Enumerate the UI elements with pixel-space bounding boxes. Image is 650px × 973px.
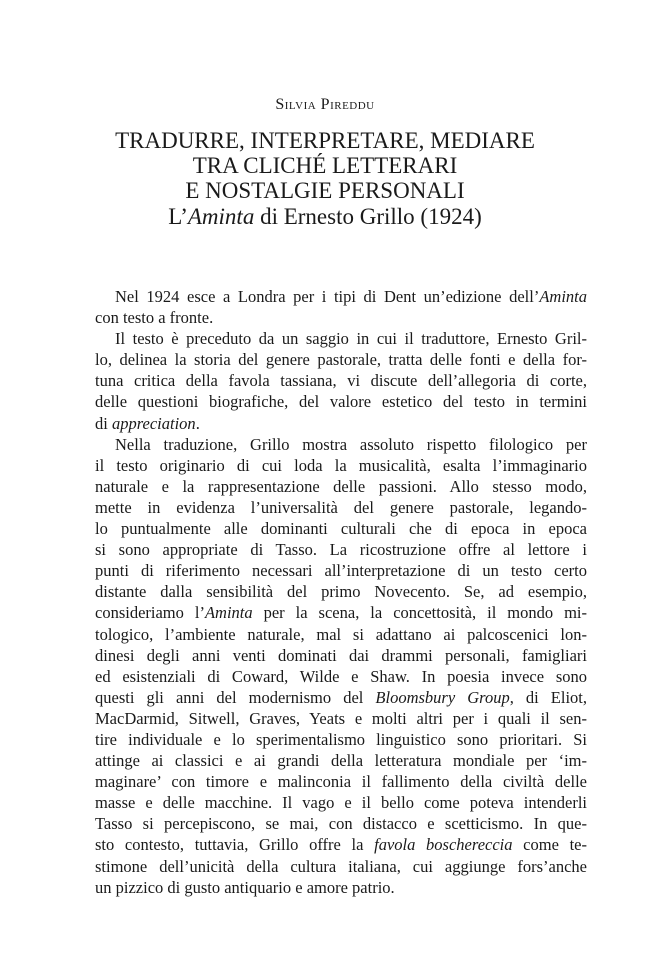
line-text — [95, 498, 587, 517]
paragraph-line — [95, 666, 587, 687]
text-run: consideriamo l’ — [95, 603, 205, 623]
line-text — [95, 477, 587, 496]
subtitle-suffix: di Ernesto Grillo (1924) — [254, 204, 482, 229]
line-text — [95, 371, 587, 390]
text-run: come te- — [512, 835, 587, 855]
title-line-3: E NOSTALGIE PERSONALI — [185, 178, 465, 203]
line-text — [95, 582, 587, 601]
paragraph-line — [95, 624, 587, 645]
italic-text: Bloomsbury Group — [375, 687, 510, 707]
line-text — [95, 540, 587, 559]
title-line-1: TRADURRE, INTERPRETARE, MEDIARE — [115, 128, 535, 153]
text-run: punti di riferimento necessari all’interpretazione di un testo certo — [95, 561, 587, 581]
line-text — [95, 414, 200, 433]
text-run: di — [95, 413, 112, 433]
text-run: lo puntualmente alle dominanti culturali che di epoca in epoca — [95, 519, 587, 539]
paragraph-line — [95, 370, 587, 391]
paragraph-line — [95, 750, 587, 771]
text-run: attinge ai classici e ai grandi della letteratura mondiale per ‘im- — [95, 751, 587, 771]
italic-text: appreciation — [111, 413, 196, 433]
text-run: mette in evidenza l’universalità del genere pastorale, legando- — [95, 497, 587, 517]
line-text — [115, 329, 587, 348]
paragraph-line — [95, 771, 587, 792]
text-run: Tasso si percepiscono, se mai, con distacco e scetticismo. In que- — [95, 814, 587, 834]
subtitle-italic: Aminta — [187, 204, 255, 229]
paragraph-line — [95, 708, 587, 729]
text-run: il testo originario di cui loda la musicalità, esalta l’immaginario — [95, 455, 587, 475]
text-run: per la scena, la concettosità, il mondo mi- — [252, 603, 587, 623]
line-text — [95, 835, 587, 854]
body-text — [95, 286, 587, 898]
text-run: MacDarmid, Sitwell, Graves, Yeats e molti altri per i quali il sen- — [95, 708, 587, 728]
line-text — [95, 857, 587, 876]
paragraph-line — [95, 687, 587, 708]
text-run: stimone dell’unicità della cultura italiana, cui aggiunge fors’anche — [95, 856, 587, 876]
line-text — [95, 625, 587, 644]
line-text — [95, 709, 587, 728]
text-run: maginare’ con timore e malinconia il fallimento della civiltà delle — [95, 772, 587, 792]
italic-text: Aminta — [539, 287, 587, 306]
italic-text: Aminta — [204, 603, 253, 623]
paragraph-line — [95, 792, 587, 813]
line-text — [95, 688, 587, 707]
article-title — [0, 128, 650, 203]
text-run: ed esistenziali di Coward, Wilde e Shaw. In poesia invece sono — [95, 666, 587, 686]
text-run: , di Eliot, — [509, 687, 587, 707]
line-text — [95, 730, 587, 749]
paragraph-line — [95, 602, 587, 623]
line-text — [95, 878, 395, 897]
text-run: con testo a fronte. — [95, 308, 214, 328]
text-run: Nella traduzione, Grillo mostra assoluto rispetto filologico per — [115, 434, 587, 454]
line-text — [95, 603, 587, 622]
paragraph-line — [95, 813, 587, 834]
subtitle-prefix: L’ — [168, 204, 188, 229]
text-run: masse e delle macchine. Il vago e il bello come poteva intenderli — [95, 793, 587, 813]
text-run: questi gli anni del modernismo del — [95, 687, 376, 707]
line-text — [95, 392, 587, 411]
text-run: delle questioni biografiche, del valore estetico del testo in termini — [95, 392, 587, 412]
text-run: un pizzico di gusto antiquario e amore patrio. — [95, 877, 395, 897]
line-text — [95, 350, 587, 369]
paragraph-line — [95, 560, 587, 581]
line-text — [95, 561, 587, 580]
line-text — [95, 793, 587, 812]
paragraph-line — [95, 729, 587, 750]
text-run: tuna critica della favola tassiana, vi discute dell’allegoria di corte, — [95, 371, 587, 391]
text-run: Nel 1924 esce a Londra per i tipi di Dent un’edizione dell’ — [115, 287, 540, 306]
line-text — [95, 751, 587, 770]
text-run: lo, delinea la storia del genere pastorale, tratta delle fonti e della for- — [95, 350, 587, 370]
article-subtitle — [0, 204, 650, 230]
line-text — [95, 646, 587, 665]
text-run: si sono appropriate di Tasso. La ricostruzione offre al lettore i — [95, 540, 587, 560]
paragraph-line — [95, 856, 587, 877]
text-run: sto contesto, tuttavia, Grillo offre la — [95, 835, 375, 855]
paragraph-line — [95, 434, 587, 455]
line-text — [95, 772, 587, 791]
line-text — [95, 667, 587, 686]
line-text — [95, 814, 587, 833]
paragraph-line — [95, 877, 587, 898]
text-run: Il testo è preceduto da un saggio in cui il traduttore, Ernesto Gril- — [115, 329, 587, 349]
paragraph-line — [95, 328, 587, 349]
paragraph-line — [95, 834, 587, 855]
paragraph-line — [95, 307, 587, 328]
paragraph-line — [95, 581, 587, 602]
italic-text: favola boschereccia — [374, 835, 513, 855]
text-run: . — [195, 413, 200, 433]
text-run: dinesi degli anni venti dominati dai drammi personali, famigliari — [95, 645, 587, 665]
line-text — [115, 287, 587, 306]
title-line-2: TRA CLICHÉ LETTERARI — [192, 153, 458, 178]
line-text — [95, 456, 587, 475]
line-text — [115, 435, 587, 454]
paragraph-line — [95, 476, 587, 497]
text-run: tologico, l’ambiente naturale, mal si adattano ai palcoscenici lon- — [95, 624, 587, 644]
paragraph-line — [95, 455, 587, 476]
text-run: tire individuale e lo sperimentalismo linguistico sono prioritari. Si — [95, 729, 587, 749]
paragraph-line — [95, 518, 587, 539]
paragraph-line — [95, 645, 587, 666]
paragraph-line — [95, 349, 587, 370]
author-name: Silvia Pireddu — [275, 96, 375, 113]
paragraph-line — [95, 497, 587, 518]
paragraph-line — [95, 539, 587, 560]
text-run: naturale e la rappresentazione delle passioni. Allo stesso modo, — [95, 476, 587, 496]
text-run: distante dalla sensibilità del primo Novecento. Se, ad esempio, — [95, 582, 587, 602]
paragraph-line — [95, 286, 587, 307]
line-text — [95, 519, 587, 538]
paragraph-line — [95, 413, 587, 434]
line-text — [95, 308, 213, 327]
paragraph-line — [95, 391, 587, 412]
